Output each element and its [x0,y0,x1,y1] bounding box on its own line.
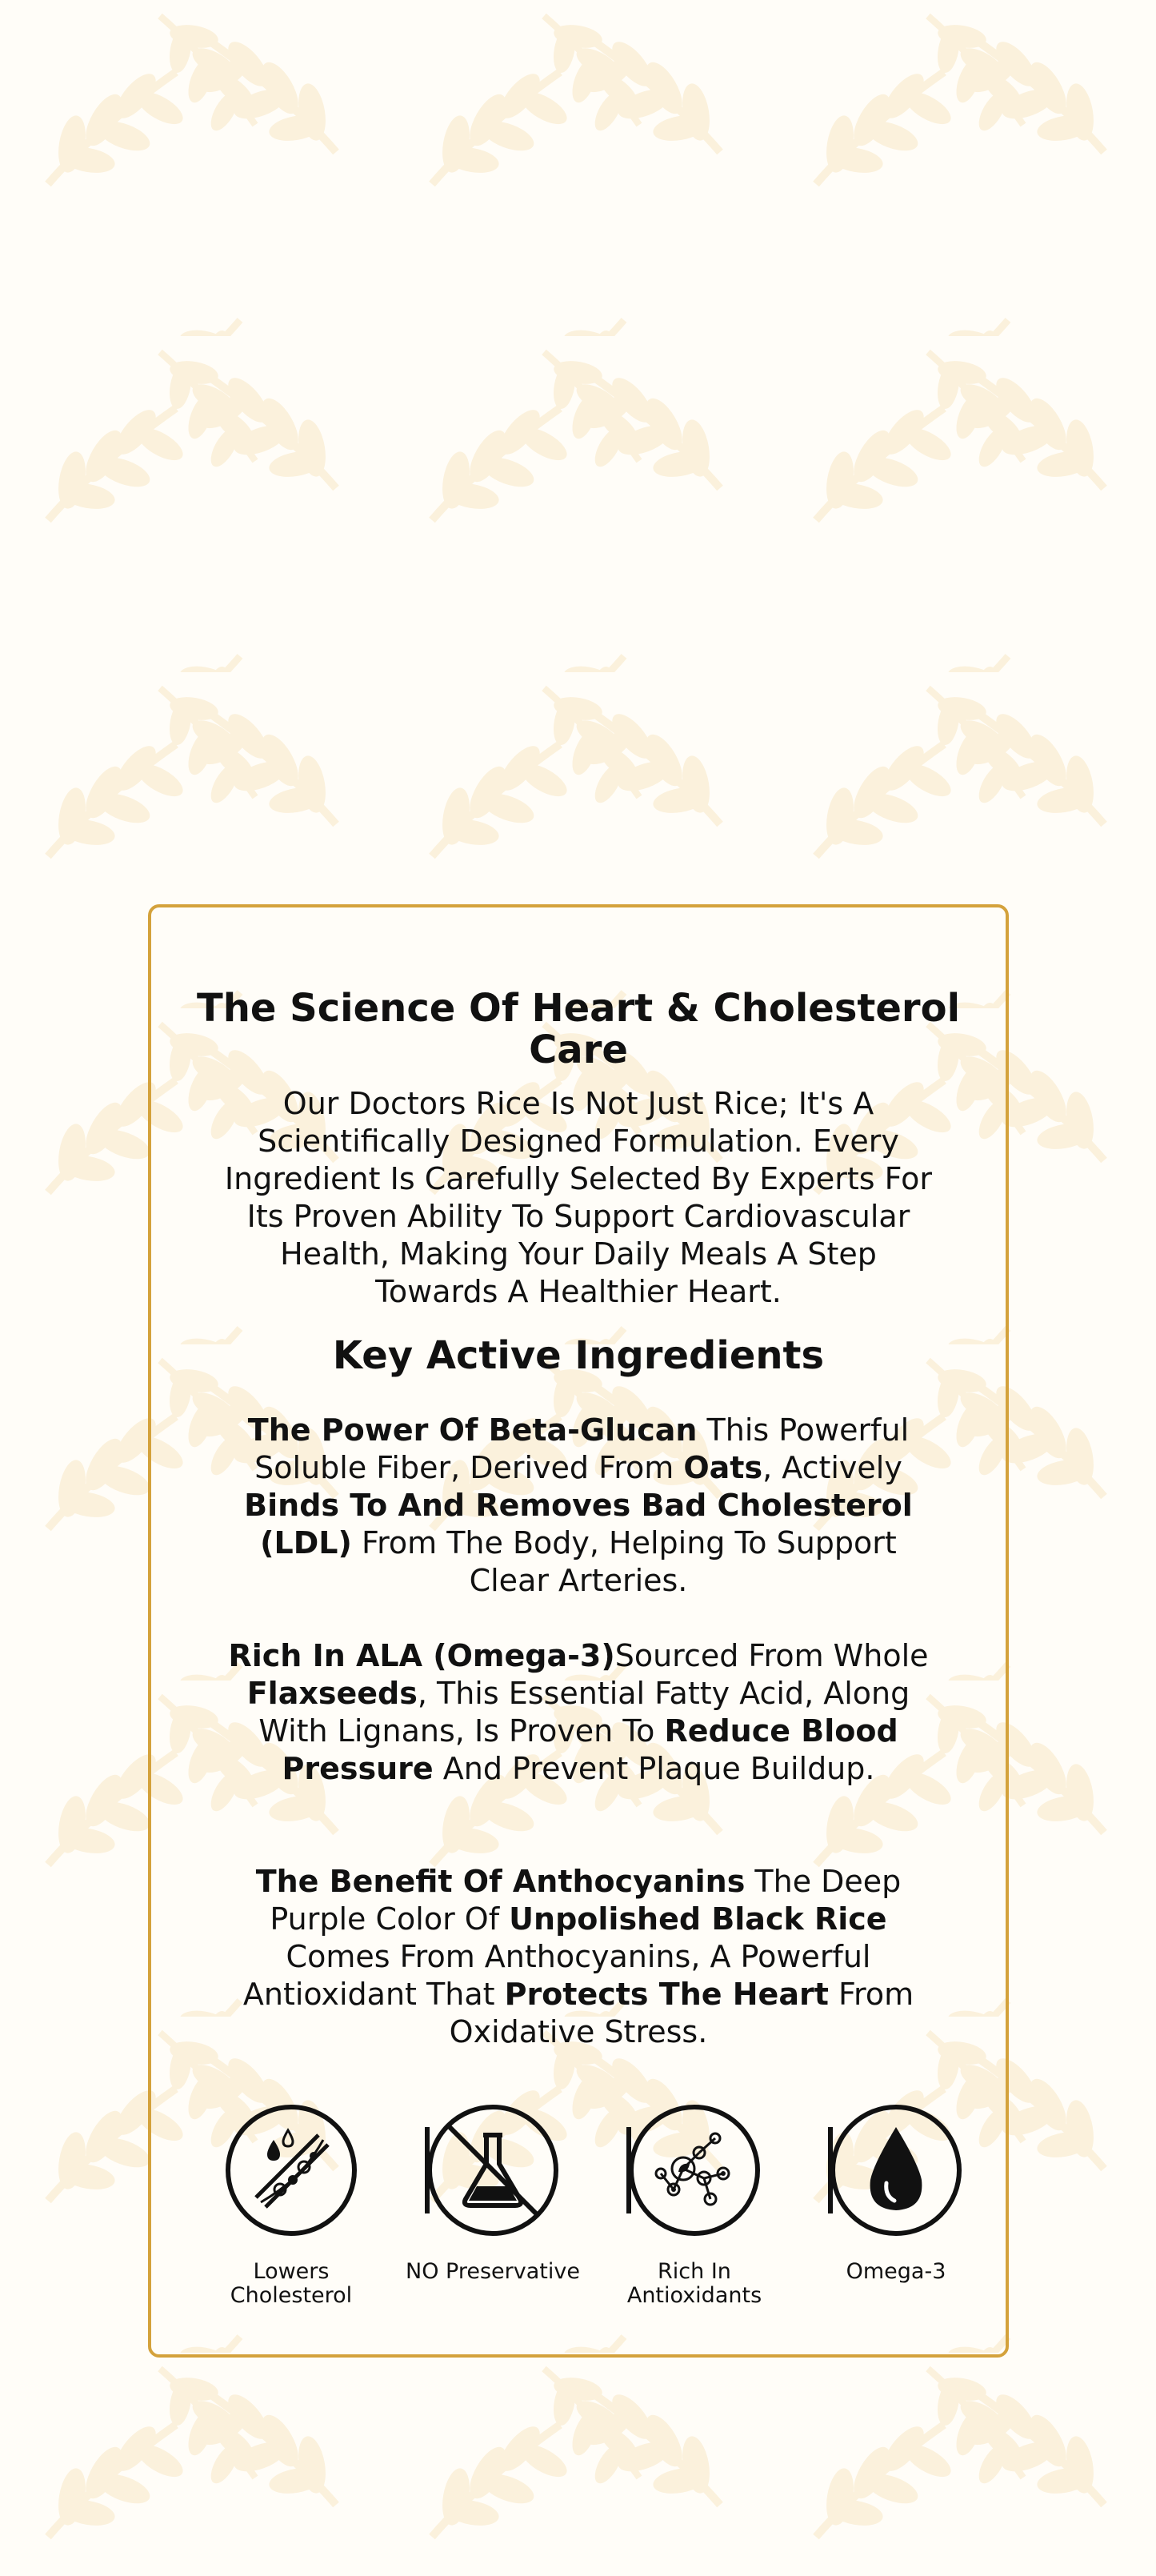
feature-label-line1: Rich In [658,2259,731,2284]
feature-label-line2: Antioxidants [626,2283,762,2308]
beta-glucan-paragraph [223,1412,934,1600]
anthocyanins-text-3: From Oxidative Stress. [449,1977,914,2049]
oats-highlight: Oats [683,1450,763,1485]
feature-label-line2: Cholesterol [230,2283,353,2308]
feature-icons-row [199,2103,964,2319]
feature-omega-3 [804,2103,988,2284]
omega3-text-3: And Prevent Plaque Buildup. [433,1751,875,1786]
feature-no-preservative [401,2103,585,2284]
science-info-card [148,904,1009,2358]
flaxseeds-highlight: Flaxseeds [246,1676,418,1711]
blood-pressure-highlight: Reduce Blood Pressure [282,1713,898,1786]
no-preservative-icon [426,2103,560,2237]
omega3-heading: Rich In ALA (Omega-3) [228,1638,615,1673]
anthocyanins-text-1: The Deep Purple Color Of [270,1864,902,1937]
beta-glucan-text-2: , Actively [762,1450,902,1485]
beta-glucan-heading: The Power Of Beta-Glucan [247,1412,698,1448]
anthocyanins-text-2: Comes From Anthocyanins, A Powerful Antioxidant That [242,1939,871,2012]
beta-glucan-text-1: This Powerful Soluble Fiber, Derived From [254,1412,910,1485]
feature-label-line1: NO Preservative [406,2259,580,2284]
omega3-paragraph [223,1637,934,1788]
anthocyanins-heading: The Benefit Of Anthocyanins [255,1864,746,1899]
feature-label-line1: Lowers [253,2259,330,2284]
antioxidant-molecule-icon [627,2103,762,2237]
black-rice-highlight: Unpolished Black Rice [509,1901,887,1937]
feature-rich-in-antioxidants [602,2103,786,2308]
section-title: The Science Of Heart & Cholesterol Care [196,986,961,1072]
omega3-text-1: Sourced From Whole [614,1638,929,1673]
protects-heart-highlight: Protects The Heart [504,1977,829,2012]
anthocyanins-paragraph [223,1863,934,2051]
artery-cholesterol-icon [224,2103,358,2237]
beta-glucan-text-3: From The Body, Helping To Support Clear Arteries. [351,1525,897,1598]
feature-lowers-cholesterol [199,2103,383,2308]
ldl-highlight: Binds To And Removes Bad Cholesterol (LDL) [244,1488,913,1560]
oil-drop-icon [829,2103,963,2237]
feature-label-line1: Omega-3 [846,2259,946,2284]
omega3-text-2: , This Essential Fatty Acid, Along With Lignans, Is Proven To [258,1676,910,1749]
key-ingredients-heading: Key Active Ingredients [332,1333,825,1378]
intro-paragraph: Our Doctors Rice Is Not Just Rice; It's A Scientifically Designed Formulation. Every Ingredient Is Carefully Selected By Experts For Its Proven Ability To Support Cardiovascular Health, Making Your Daily Meals A Step Towards A Healthier Heart. [224,1086,933,1309]
